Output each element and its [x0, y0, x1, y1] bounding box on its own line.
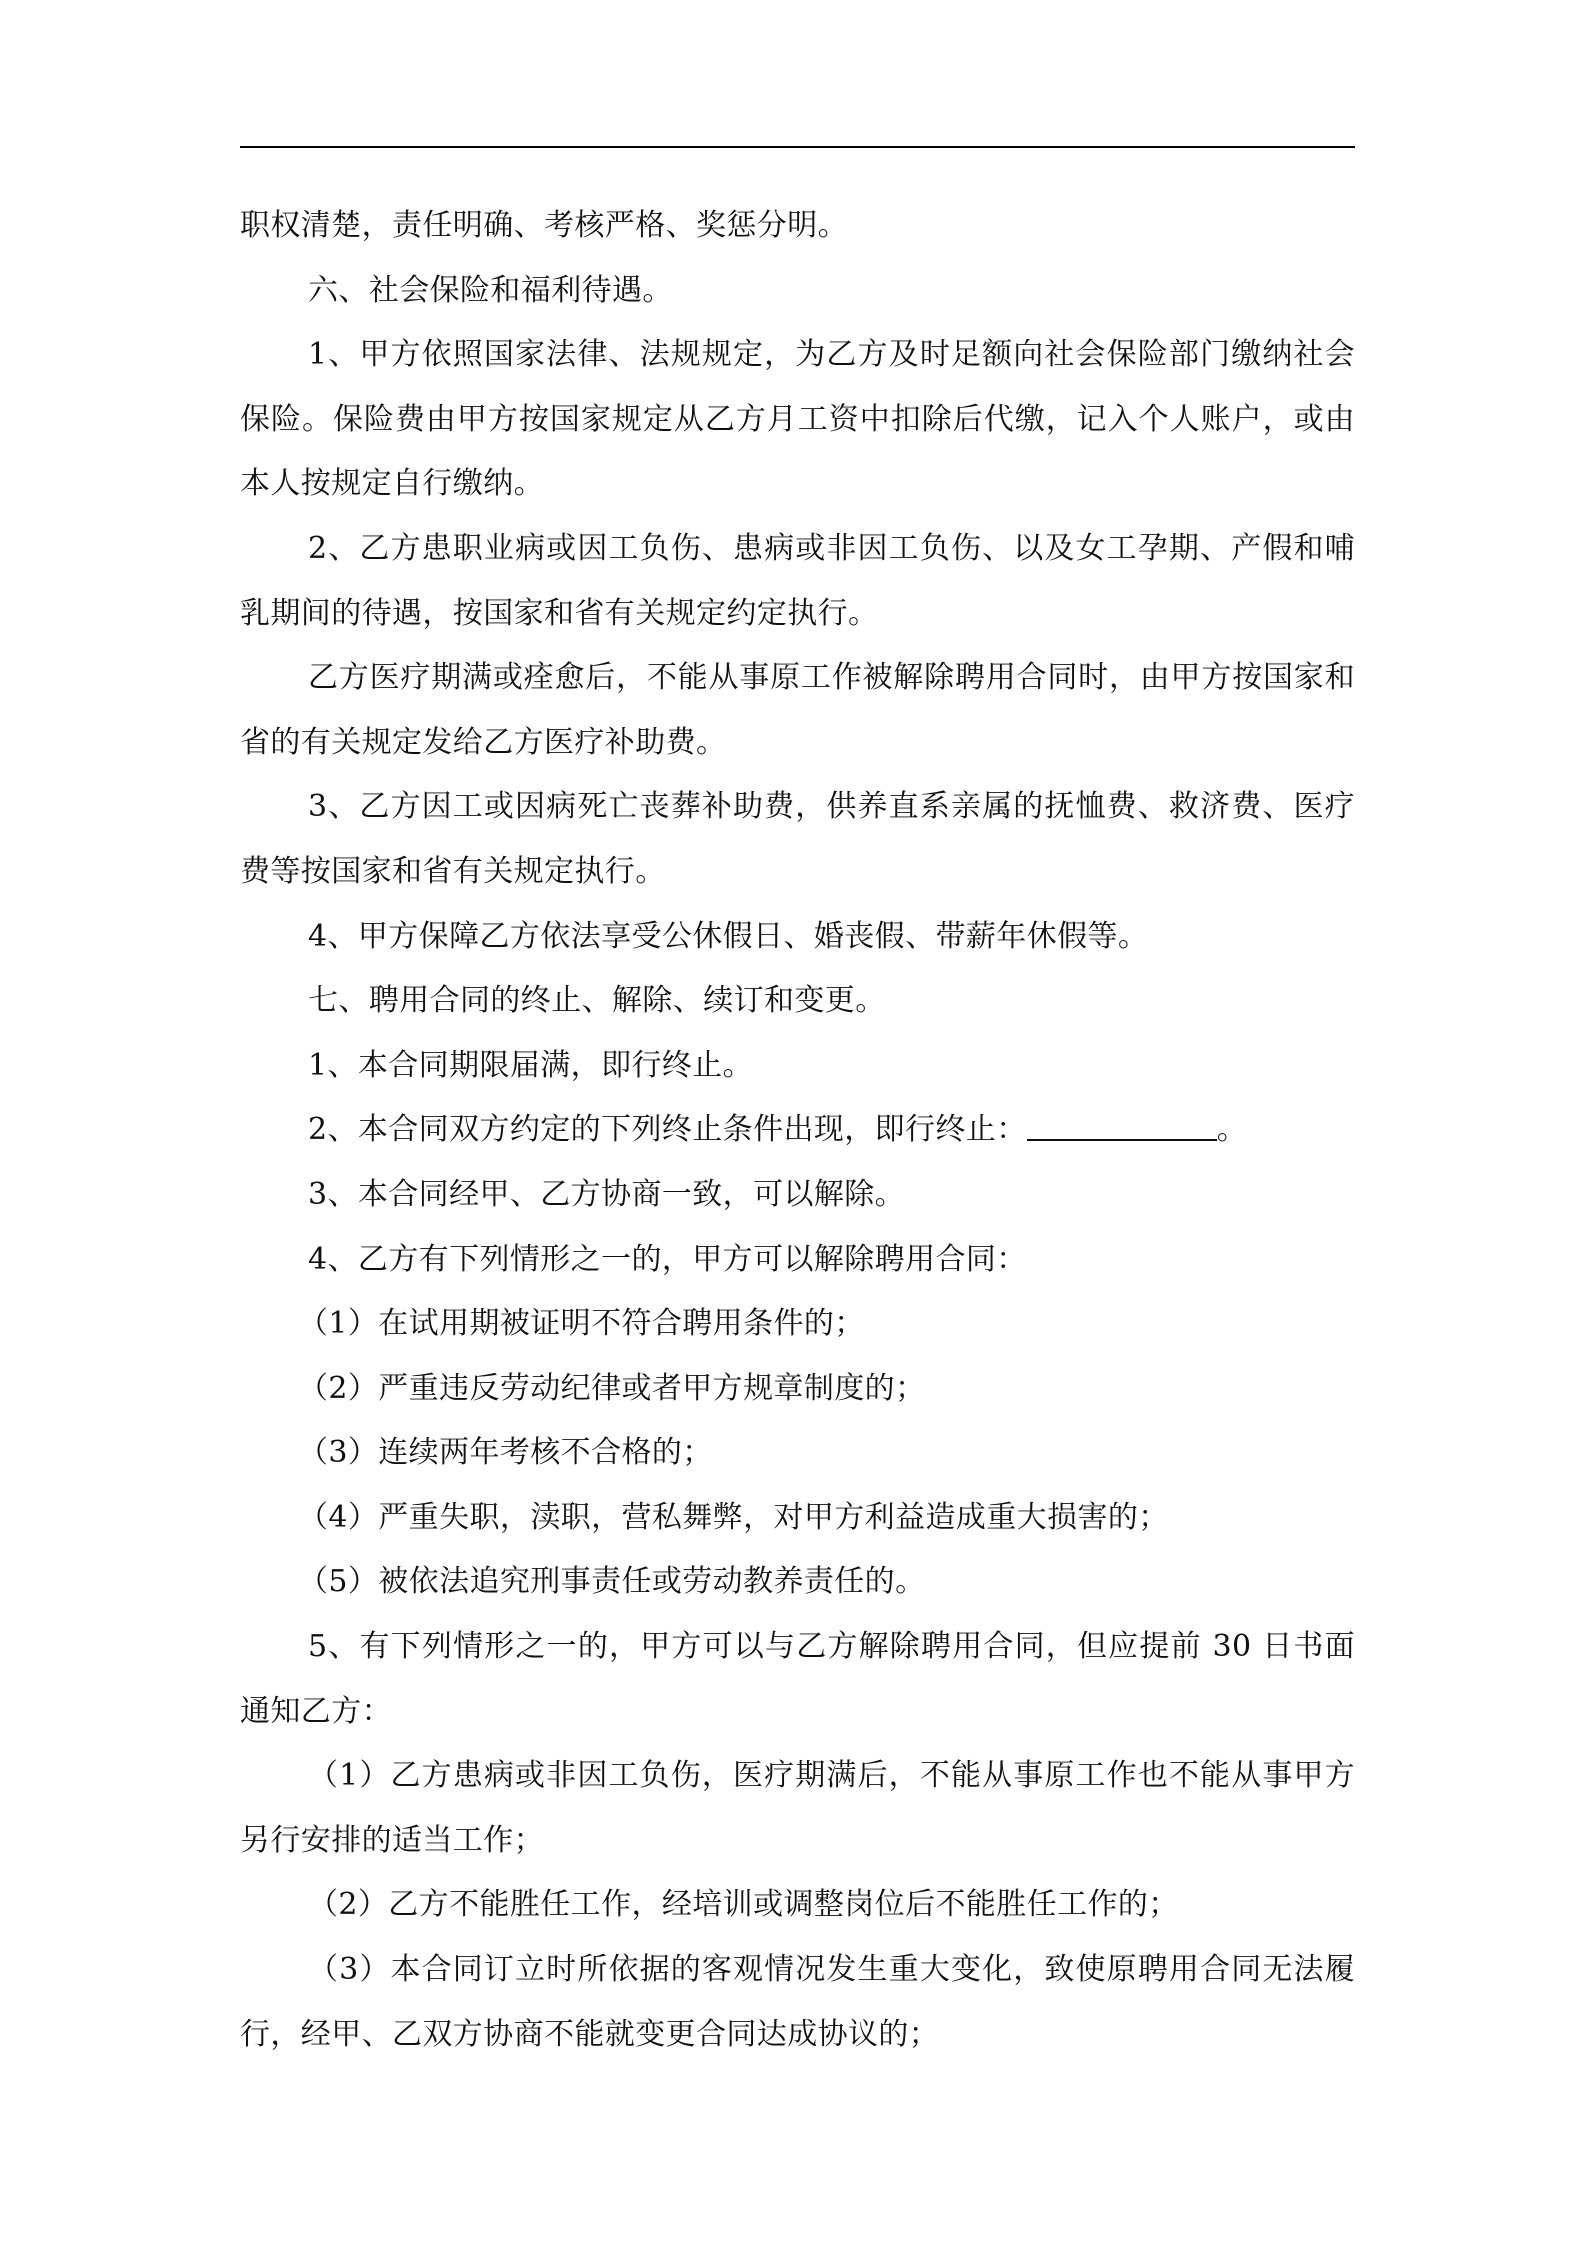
clause-7-5-item-2: （2）乙方不能胜任工作，经培训或调整岗位后不能胜任工作的； [308, 1887, 1179, 1923]
clause-7-2-end: 。 [1216, 1112, 1248, 1148]
header-rule [240, 146, 1355, 148]
clause-7-4: 4、乙方有下列情形之一的，甲方可以解除聘用合同： [308, 1241, 1027, 1277]
clause-7-4-item-4: （4）严重失职，渎职，营私舞弊，对甲方利益造成重大损害的； [298, 1499, 1169, 1535]
fill-in-blank-line[interactable] [1027, 1109, 1217, 1141]
clause-7-4-item-1: （1）在试用期被证明不符合聘用条件的； [298, 1306, 865, 1342]
clause-6-1: 1、甲方依照国家法律、法规规定，为乙方及时足额向社会保险部门缴纳社会保险。保险费由甲方按国家规定从乙方月工资中扣除后代缴，记入个人账户，或由本人按规定自行缴纳。 [240, 337, 1355, 502]
clause-7-3: 3、本合同经甲、乙方协商一致，可以解除。 [308, 1176, 906, 1212]
clause-7-4-item-2: （2）严重违反劳动纪律或者甲方规章制度的； [298, 1370, 926, 1406]
clause-6-4: 4、甲方保障乙方依法享受公休假日、婚丧假、带薪年休假等。 [308, 918, 1149, 954]
clause-7-5-item-1: （1）乙方患病或非因工负伤，医疗期满后，不能从事原工作也不能从事甲方另行安排的适当工作； [240, 1758, 1355, 1858]
section-heading-termination: 七、聘用合同的终止、解除、续订和变更。 [308, 983, 886, 1019]
clause-7-2-text: 2、本合同双方约定的下列终止条件出现，即行终止： [308, 1112, 1027, 1148]
clause-7-1: 1、本合同期限届满，即行终止。 [308, 1047, 754, 1083]
clause-6-3: 3、乙方因工或因病死亡丧葬补助费，供养直系亲属的抚恤费、救济费、医疗费等按国家和省有关规定执行。 [240, 789, 1355, 889]
paragraph-duties-summary: 职权清楚，责任明确、考核严格、奖惩分明。 [240, 208, 848, 243]
clause-7-4-item-3: （3）连续两年考核不合格的； [298, 1435, 713, 1471]
clause-7-4-item-5: （5）被依法追究刑事责任或劳动教养责任的。 [298, 1564, 926, 1600]
clause-7-5-item-3: （3）本合同订立时所依据的客观情况发生重大变化，致使原聘用合同无法履行，经甲、乙双方协商不能就变更合同达成协议的； [240, 1952, 1355, 2052]
clause-7-5: 5、有下列情形之一的，甲方可以与乙方解除聘用合同，但应提前 30 日书面通知乙方： [240, 1629, 1355, 1729]
clause-7-2 [240, 1098, 1355, 1163]
document-body [240, 194, 1355, 2067]
clause-6-2-medical-subsidy: 乙方医疗期满或痊愈后，不能从事原工作被解除聘用合同时，由甲方按国家和省的有关规定发给乙方医疗补助费。 [240, 660, 1355, 760]
clause-6-2: 2、乙方患职业病或因工负伤、患病或非因工负伤、以及女工孕期、产假和哺乳期间的待遇，按国家和省有关规定约定执行。 [240, 530, 1355, 631]
section-heading-social-insurance: 六、社会保险和福利待遇。 [308, 272, 673, 308]
